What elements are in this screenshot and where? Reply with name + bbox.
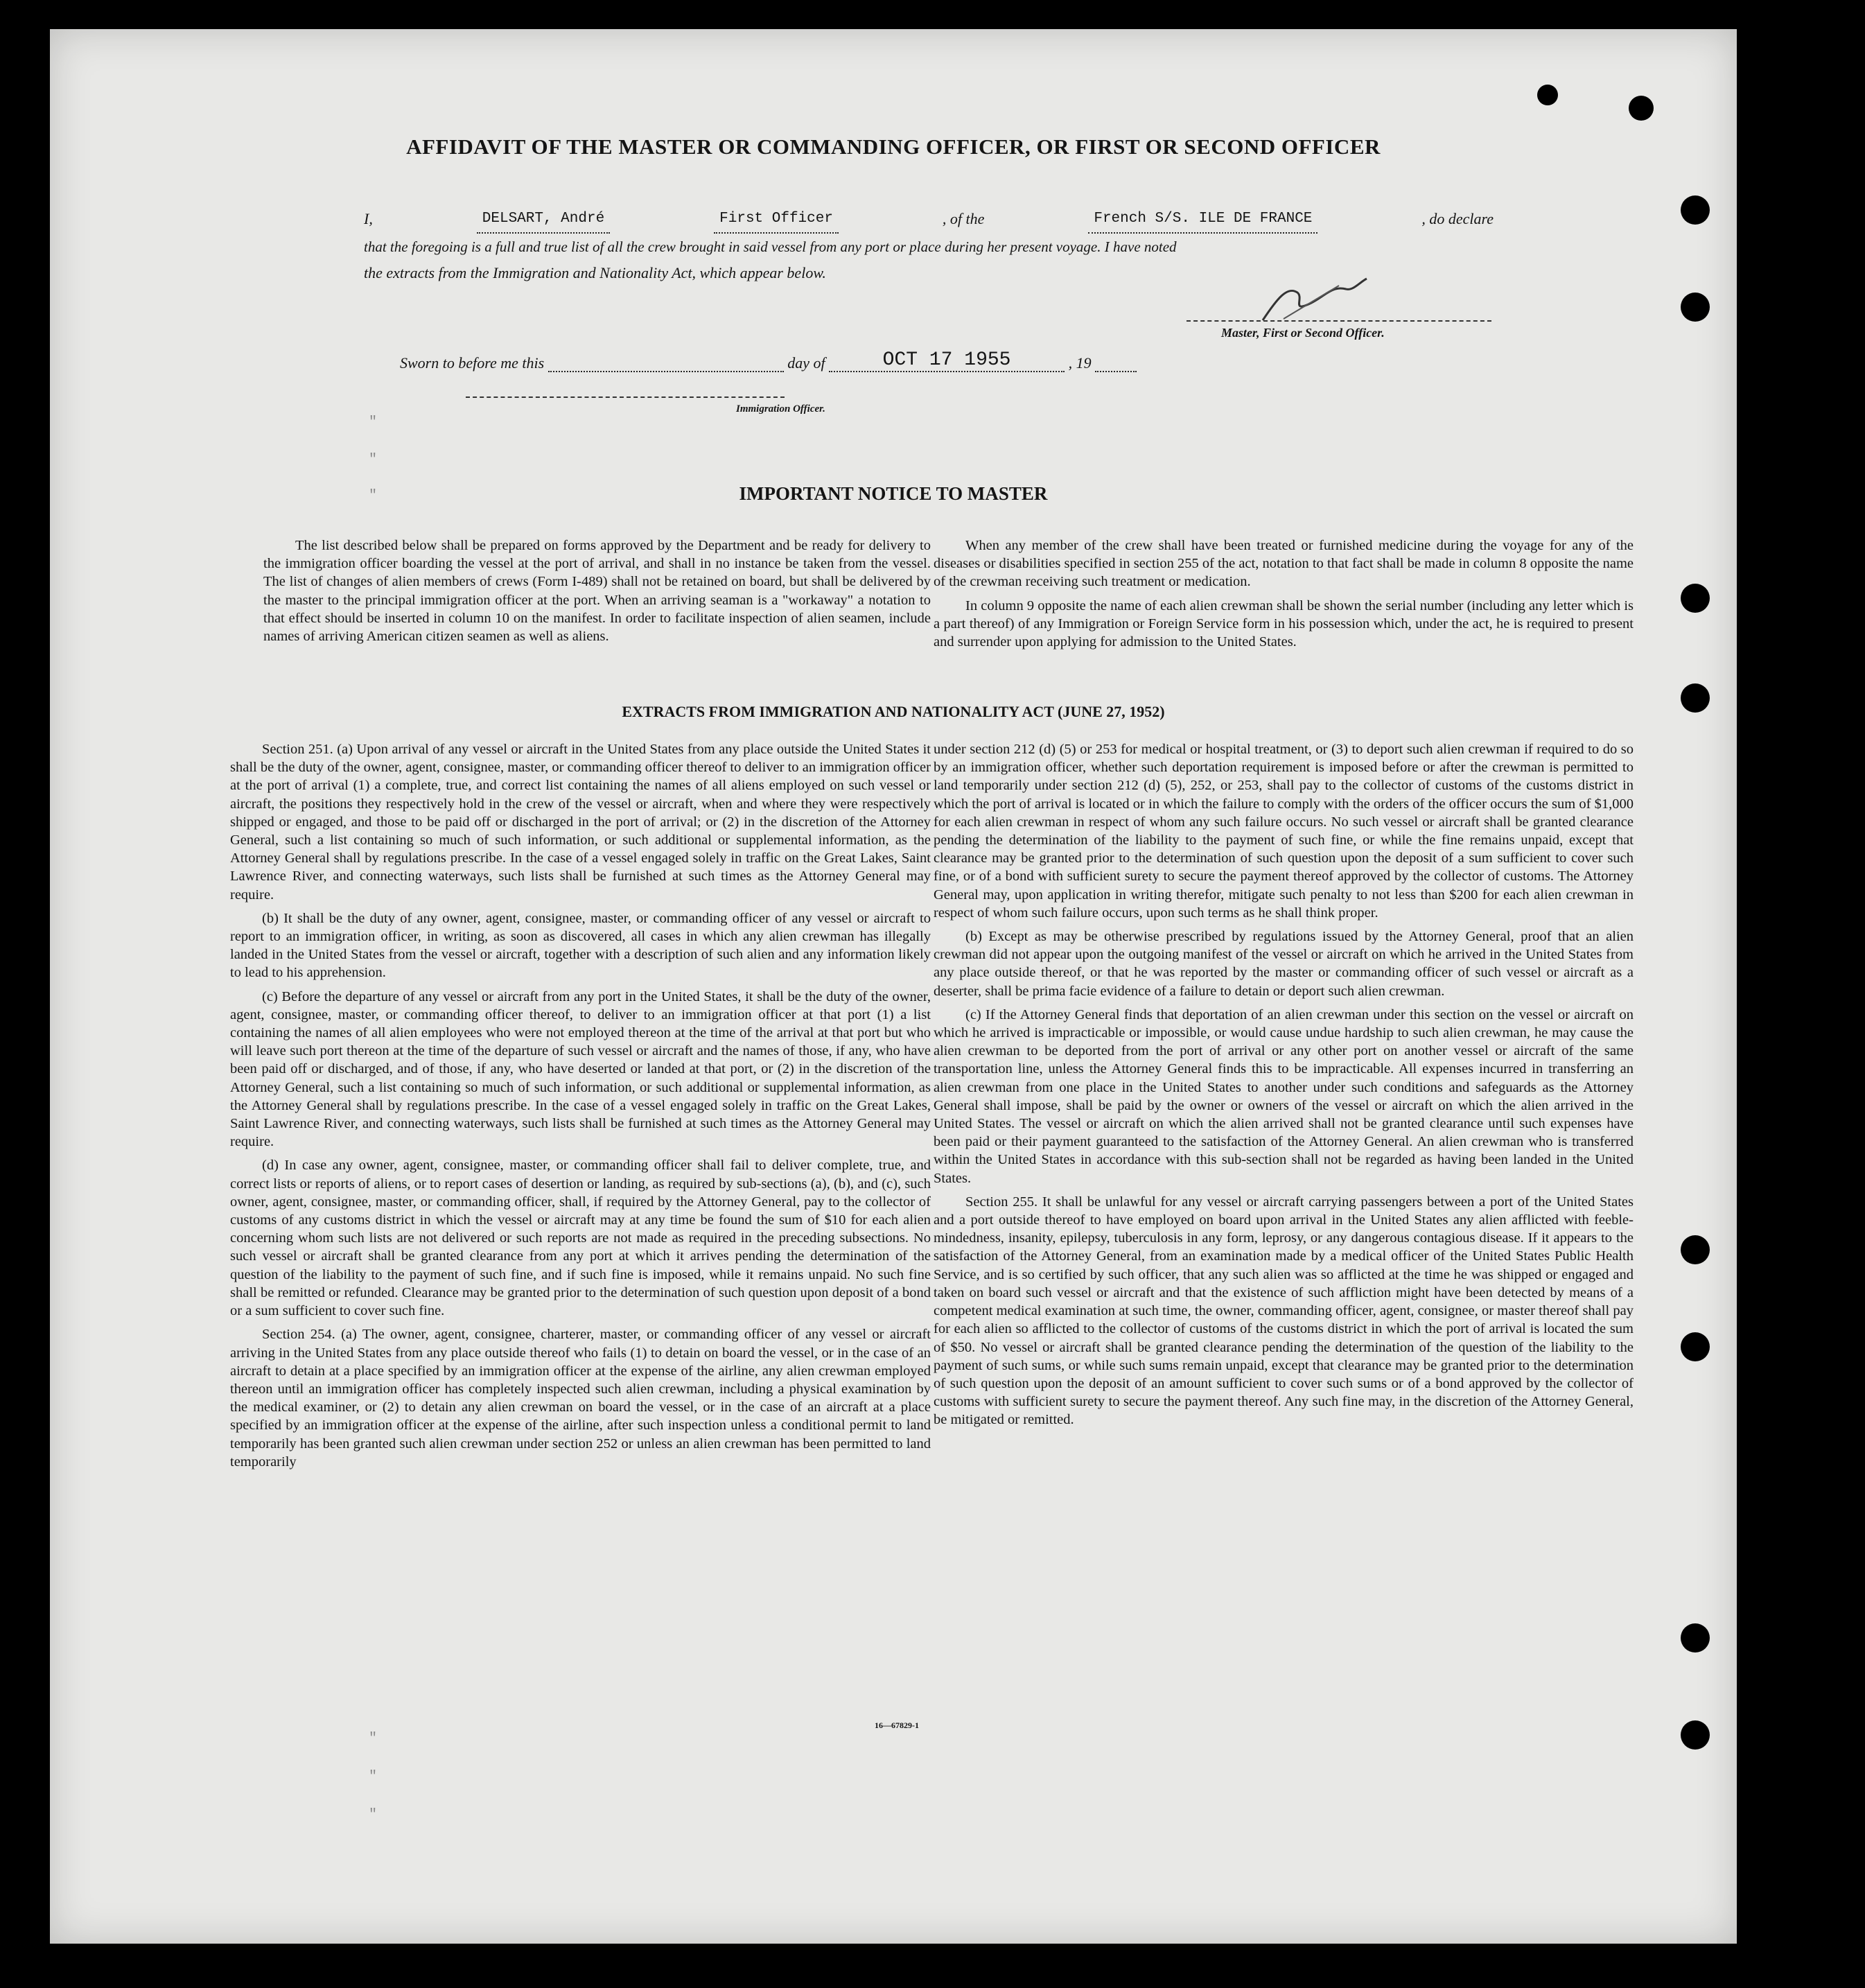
punch-hole — [1681, 1720, 1710, 1750]
extract-paragraph: Section 254. (a) The owner, agent, consignee, charterer, master, or commanding officer of any vessel or aircraft arriving in the United States from any place outside thereof who fails (1) to detain on board the vessel, or in the case of an aircraft to detain at a place specified by an immigration officer at the expense of the airline, any alien crewman employed thereon until an immigration officer has completely inspected such alien crewman, including a physical examination by the medical examiner, or (2) to detain any alien crewman on board the vessel, or in the case of an aircraft at a place specified by an immigration officer at the expense of the airline, after such inspection unless a conditional permit to land temporarily has been granted such alien crewman under section 252 or unless an alien crewman has been permitted to land temporarily — [230, 1327, 931, 1470]
extracts-left-column — [230, 740, 931, 1476]
notice-right-paragraph-1: When any member of the crew shall have been treated or furnished medicine during the voyage for any of the diseases or disabilities specified in section 255 of the act, notation to that fact shall be made in column 8 opposite the name of the crewman receiving such treatment or medication. — [934, 538, 1634, 590]
punch-hole — [1681, 195, 1710, 225]
sworn-year-blank — [1095, 353, 1137, 372]
notice-left-column — [263, 537, 931, 651]
year-label: , 19 — [1068, 354, 1092, 372]
punch-hole — [1537, 85, 1558, 105]
date-stamp: OCT 17 1955 — [882, 349, 1011, 371]
of-the-label: , of the — [942, 210, 985, 227]
immigration-officer-line — [466, 396, 785, 398]
extract-paragraph: (b) It shall be the duty of any owner, agent, consignee, master, or commanding officer of any vessel or aircraft to report to an immigration officer, in writing, as soon as discovered, all cases in which any alien crewman has illegally landed in the United States from the vessel or aircraft, together with a description of such alien and any information likely to lead to his apprehension. — [230, 910, 931, 981]
punch-hole — [1681, 1332, 1710, 1361]
extract-paragraph: (d) In case any owner, agent, consignee, master, or commanding officer shall fail to deliver complete, true, and correct lists or reports of aliens, or to report cases of desertion or landing, as required by sub-sections (a), (b), and (c), such owner, agent, consignee, master, or commanding officer, shall, if required by the Attorney General, pay to the collector of customs of any customs district in which the vessel or aircraft may at any time be found the sum of $10 for each alien concerning whom such lists are not delivered or such reports are not made as required in the preceding subsections. No such vessel or aircraft shall be granted clearance from any port at which it arrives pending the determination of the question of the liability to the payment of such fine, and if such fine is imposed, while it remains unpaid. No such fine shall be remitted or refunded. Clearance may be granted prior to the determination of such question upon deposit of a bond or a sum sufficient to cover such fine. — [230, 1158, 931, 1319]
affidavit-title: AFFIDAVIT OF THE MASTER OR COMMANDING OFFICER, OR FIRST OR SECOND OFFICER — [406, 134, 1381, 159]
punch-hole — [1681, 293, 1710, 322]
extracts-right-column — [934, 740, 1634, 1435]
declaration-prefix: I, — [364, 210, 373, 227]
bleed-through-mark: " — [369, 1769, 378, 1785]
document-page — [50, 29, 1737, 1944]
extract-paragraph: Section 251. (a) Upon arrival of any vessel or aircraft in the United States from any place outside the United States it shall be the duty of the owner, agent, consignee, master, or commanding officer thereof to deliver to an immigration officer at the port of arrival (1) a complete, true, and correct list containing the names of all aliens employed on such vessel or aircraft, the positions they respectively hold in the crew of the vessel or aircraft, when and where they were respectively shipped or engaged, and those to be paid off or discharged in the port of arrival; or (2) in the discretion of the Attorney General, such a list containing so much of such information, or such additional or supplemental information, as the Attorney General shall by regulations prescribe. In the case of a vessel engaged solely in traffic on the Great Lakes, Saint Lawrence River, and connecting waterways, such lists shall be furnished at such times as the Attorney General may require. — [230, 742, 931, 903]
notice-left-paragraph: The list described below shall be prepared on forms approved by the Department and be ready for delivery to the immigration officer boarding the vessel at the port of arrival, and shall in no instance be taken from the vessel. The list of changes of alien members of crews (Form I-489) shall not be retained on board, but shall be delivered by the master to the principal immigration officer at the port. When an arriving seaman is a "workaway" a notation to that effect should be inserted in column 10 on the manifest. In order to facilitate inspection of alien seamen, include names of arriving American citizen seamen as well as aliens. — [263, 538, 931, 645]
extract-paragraph: under section 212 (d) (5) or 253 for medical or hospital treatment, or (3) to deport such alien crewman if required to do so by an immigration officer, whether such deportation requirement is imposed before or after the crewman is permitted to land temporarily under section 212 (d) (5), 252, or 253, shall pay to the collector of customs of the customs district in which the port of arrival is located or in which the failure to comply with the orders of the officer occurs the sum of $1,000 for each alien crewman in respect of whom any such failure occurs. No such vessel or aircraft shall be granted clearance pending the determination of the liability to the payment of such fine, or while the fine remains unpaid, except that clearance may be granted prior to the determination of such question upon the deposit of a sum sufficient to cover such fine, or of a bond with sufficient surety to secure the payment thereof approved by the collector of customs. The Attorney General may, upon application in writing therefor, mitigate such penalty to not less than $200 for each alien crewman in respect of whom such failure occurs, upon such terms as he shall think proper. — [934, 742, 1634, 921]
bleed-through-mark: " — [369, 452, 378, 468]
extract-paragraph: Section 255. It shall be unlawful for any vessel or aircraft carrying passengers between a port of the United States and a port outside thereof to have employed on board upon arrival in the United States any alien afflicted with feeble-mindedness, insanity, epilepsy, tuberculosis in any form, leprosy, or any dangerous contagious disease. If it appears to the satisfaction of the Attorney General, from an examination made by a medical officer of the United States Public Health Service, and is so certified by such officer, that any such alien was so afflicted at the time he was shipped or engaged and taken on board such vessel or aircraft and that the existence of such affliction might have been detected by means of a competent medical examination at such time, the owner, commanding officer, agent, consignee, or master thereof shall pay for each alien so afflicted to the collector of customs of the customs district in which the port of arrival is located the sum of $50. No vessel or aircraft shall be granted clearance pending the determination of the question of the liability to the payment of such sums, or while such sums remain unpaid, except that clearance may be granted prior to the determination of such question upon the deposit of an amount sufficient to cover such sums or of a bond approved by the collector of customs with sufficient surety to secure the payment thereof. Any such fine may, in the discretion of the Attorney General, be mitigated or remitted. — [934, 1194, 1634, 1428]
sworn-month-blank — [829, 349, 1065, 372]
declaration-line-2: that the foregoing is a full and true list of all the crew brought in said vessel from any port or place during her present voyage. I have noted — [364, 238, 1177, 255]
sworn-line — [400, 349, 1137, 372]
vessel-name-field: French S/S. ILE DE FRANCE — [1088, 206, 1317, 234]
notice-right-column — [934, 537, 1634, 656]
bleed-through-mark: " — [369, 488, 378, 504]
officer-signature — [1256, 272, 1374, 327]
punch-hole — [1681, 1235, 1710, 1264]
sworn-day-blank — [548, 353, 784, 372]
officer-rank-field: First Officer — [714, 206, 839, 234]
extracts-title: EXTRACTS FROM IMMIGRATION AND NATIONALITY ACT (JUNE 27, 1952) — [622, 703, 1165, 720]
bleed-through-mark: " — [369, 1807, 378, 1823]
immigration-officer-label: Immigration Officer. — [736, 403, 825, 415]
signature-line — [1187, 320, 1491, 322]
bleed-through-mark: " — [369, 1731, 378, 1747]
officer-name-field: DELSART, André — [477, 206, 610, 234]
extract-paragraph: (c) If the Attorney General finds that deportation of an alien crewman under this section on the vessel or aircraft on which he arrived is impracticable or impossible, or would cause undue hardship to such alien crewman, he may cause the alien crewman to be deported from the port of arrival or any other port on another vessel or aircraft of the same transportation line, unless the Attorney General finds this to be impracticable. All expenses incurred in transferring an alien crewman from one place in the United States to another under such conditions and safeguards as the Attorney General shall impose, shall be paid by the owner or owners of the vessel or aircraft on which the alien arrived in the United States. The vessel or aircraft on which the alien arrived shall not be granted clearance until such expenses have been paid or their payment guaranteed to the satisfaction of the Attorney General. An alien crewman who is transferred within the United States in accordance with this sub-section shall not be regarded as having been landed in the United States. — [934, 1006, 1634, 1186]
declaration-line-3: the extracts from the Immigration and Nationality Act, which appear below. — [364, 264, 826, 281]
notice-right-paragraph-2: In column 9 opposite the name of each alien crewman shall be shown the serial number (including any letter which is a part thereof) of any Immigration or Foreign Service form in his possession which, under the act, he is required to present and surrender upon applying for admission to the United States. — [934, 598, 1634, 650]
notice-title: IMPORTANT NOTICE TO MASTER — [739, 483, 1048, 504]
form-code: 16—67829-1 — [875, 1720, 919, 1730]
sworn-label: Sworn to before me this — [400, 354, 545, 372]
punch-hole — [1681, 1623, 1710, 1653]
do-declare-label: , do declare — [1421, 210, 1494, 227]
bleed-through-mark: " — [369, 415, 378, 430]
extract-paragraph: (b) Except as may be otherwise prescribed by regulations issued by the Attorney General, proof that an alien crewman did not appear upon the outgoing manifest of the vessel or aircraft on which he arrived in the United States from any place outside thereof, or that he was reported by the master or commanding officer of such vessel or aircraft as a deserter, shall be prima facie evidence of a failure to detain or deport such alien crewman. — [934, 929, 1634, 999]
punch-hole — [1681, 584, 1710, 613]
extract-paragraph: (c) Before the departure of any vessel or aircraft from any port in the United States, it shall be the duty of the owner, agent, consignee, master, or commanding officer thereof, to deliver to an immigration officer at that port (1) a list containing the names of all alien employees who were not employed thereon at the time of the arrival at that port but who will leave such port thereon at the time of the departure of such vessel or aircraft and the names of those, if any, who have been paid off or discharged, and of those, if any, who have deserted or landed at that port, or (2) in the discretion of the Attorney General, such a list containing so much of such information, or such additional or supplemental information, as the Attorney General shall by regulations prescribe. In the case of a vessel engaged solely in traffic on the Great Lakes, Saint Lawrence River, and connecting waterways, such lists shall be furnished at such times as the Attorney General may require. — [230, 988, 931, 1150]
day-of-label: day of — [787, 354, 825, 372]
declaration-line-1 — [364, 206, 1494, 234]
signature-label: Master, First or Second Officer. — [1221, 326, 1385, 340]
punch-hole — [1629, 96, 1654, 121]
